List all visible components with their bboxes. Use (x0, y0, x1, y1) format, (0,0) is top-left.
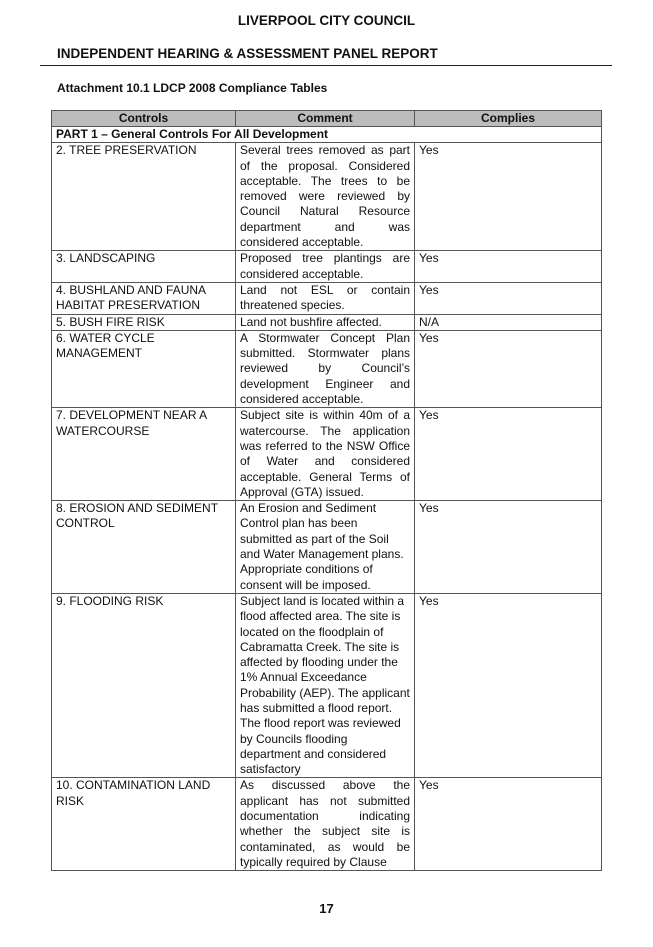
comment-cell: A Stormwater Concept Plan submitted. Stormwater plans reviewed by Council’s development Engineer and considered acceptable. (236, 330, 415, 407)
control-cell: 2. TREE PRESERVATION (52, 143, 236, 251)
comment-cell: As discussed above the applicant has not submitted documentation indicating whether the subject site is contaminated, as would be typically required by Clause (236, 778, 415, 871)
complies-cell: Yes (415, 593, 602, 778)
table-header-row (52, 111, 602, 127)
comment-cell: Land not ESL or contain threatened species. (236, 282, 415, 314)
control-cell: 6. WATER CYCLE MANAGEMENT (52, 330, 236, 407)
complies-cell: Yes (415, 501, 602, 594)
complies-cell: Yes (415, 143, 602, 251)
table-row (52, 314, 602, 330)
control-cell: 7. DEVELOPMENT NEAR A WATERCOURSE (52, 408, 236, 501)
control-cell: 3. LANDSCAPING (52, 251, 236, 283)
control-cell: 10. CONTAMINATION LAND RISK (52, 778, 236, 871)
complies-cell: Yes (415, 330, 602, 407)
table-row (52, 501, 602, 594)
complies-cell: Yes (415, 251, 602, 283)
comment-cell: Subject site is within 40m of a watercourse. The application was referred to the NSW Office of Water and considered acceptable. General Terms of Approval (GTA) issued. (236, 408, 415, 501)
attachment-title: Attachment 10.1 LDCP 2008 Compliance Tables (57, 81, 328, 95)
comment-cell: An Erosion and Sediment Control plan has been submitted as part of the Soil and Water Management plans. Appropriate conditions of consent will be imposed. (236, 501, 415, 594)
column-header-complies: Complies (415, 111, 602, 127)
comment-cell: Proposed tree plantings are considered acceptable. (236, 251, 415, 283)
organisation-name: LIVERPOOL CITY COUNCIL (237, 13, 416, 28)
report-title: INDEPENDENT HEARING & ASSESSMENT PANEL REPORT (57, 46, 438, 61)
control-cell: 9. FLOODING RISK (52, 593, 236, 778)
page-number: 17 (319, 901, 334, 916)
complies-cell: Yes (415, 778, 602, 871)
complies-cell: N/A (415, 314, 602, 330)
table-row (52, 593, 602, 778)
table-row (52, 778, 602, 871)
complies-cell: Yes (415, 408, 602, 501)
comment-cell: Land not bushfire affected. (236, 314, 415, 330)
column-header-comment: Comment (236, 111, 415, 127)
comment-cell: Several trees removed as part of the proposal. Considered acceptable. The trees to be removed were reviewed by Council Natural Resource department and was considered acceptable. (236, 143, 415, 251)
control-cell: 8. EROSION AND SEDIMENT CONTROL (52, 501, 236, 594)
table-row (52, 408, 602, 501)
section-heading: PART 1 – General Controls For All Development (52, 127, 602, 143)
table-row (52, 143, 602, 251)
table-row (52, 330, 602, 407)
section-row (52, 127, 602, 143)
complies-cell: Yes (415, 282, 602, 314)
control-cell: 4. BUSHLAND AND FAUNA HABITAT PRESERVATION (52, 282, 236, 314)
control-cell: 5. BUSH FIRE RISK (52, 314, 236, 330)
column-header-controls: Controls (52, 111, 236, 127)
compliance-table (51, 110, 602, 871)
comment-cell: Subject land is located within a flood affected area. The site is located on the floodplain of Cabramatta Creek. The site is affected by flooding under the 1% Annual Exceedance Probability (AEP). The applicant has submitted a flood report. The flood report was reviewed by Councils flooding department and considered satisfactory (236, 593, 415, 778)
header-divider (40, 65, 612, 66)
table-row (52, 282, 602, 314)
table-row (52, 251, 602, 283)
